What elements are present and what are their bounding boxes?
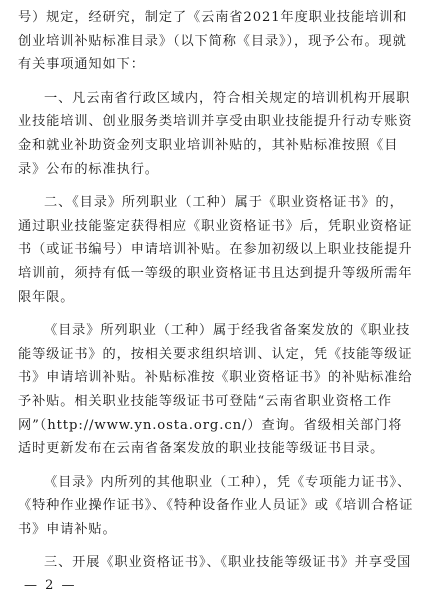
text-line: 号）规定，经研究，制定了《云南省2021年度职业技能培训和 — [18, 10, 408, 25]
text-line: 业技能培训、创业服务类培训并享受由职业技能提升行动专账资 — [18, 114, 413, 130]
text-line: 书》申请补贴。 — [18, 521, 117, 537]
text-line: 《特种作业操作证书》、《特种设备作业人员证》或《培训合格证 — [18, 498, 414, 514]
text-line: 网”（http://www.yn.osta.org.cn/）查询。省级相关部门将 — [18, 417, 403, 433]
paragraph-gap — [18, 181, 408, 191]
text-line: 三、开展《职业资格证书》、《职业技能等级证书》并享受国 — [44, 555, 412, 571]
text-line: 限年限。 — [18, 289, 75, 305]
paragraph-gap — [18, 77, 408, 87]
paragraph-gap — [18, 541, 408, 551]
text-line: 通过职业技能鉴定获得相应《职业资格证书》后，凭职业资格证 — [18, 218, 413, 234]
text-line: 予补贴。相关职业技能等级证书可登陆“云南省职业资格工作 — [18, 393, 392, 409]
text-line: 录》公布的标准执行。 — [18, 161, 159, 177]
text-line: 培训前，须持有低一等级的职业资格证书且达到提升等级所需年 — [18, 265, 413, 281]
text-line: 二、《目录》所列职业（工种）属于《职业资格证书》的， — [44, 195, 404, 211]
text-line: 有关事项通知如下： — [18, 57, 145, 73]
text-line: 能等级证书》的，按相关要求组织培训、认定，凭《技能等级证 — [18, 346, 413, 362]
paragraph-gap — [18, 461, 408, 471]
document-body — [18, 6, 414, 575]
page-number: — 2 — — [24, 578, 77, 593]
text-line: 书（或证书编号）申请培训补贴。在参加初级以上职业技能提升 — [18, 242, 413, 258]
text-line: 《目录》所列职业（工种）属于经我省备案发放的《职业技 — [44, 323, 411, 339]
paragraph-gap — [18, 309, 408, 319]
text-line: 金和就业补助资金列支职业培训补贴的，其补贴标准按照《目 — [18, 137, 399, 153]
text-line: 《目录》内所列的其他职业（工种），凭《专项能力证书》、 — [44, 474, 412, 490]
text-line: 书》申请培训补贴。补贴标准按《职业资格证书》的补贴标准给 — [18, 370, 413, 386]
text-line: 一、凡云南省行政区域内，符合相关规定的培训机构开展职 — [44, 90, 411, 106]
text-line: 创业培训补贴标准目录》（以下简称《目录》），现予公布。现就 — [18, 33, 407, 49]
text-line: 适时更新发布在云南省备案发放的职业技能等级证书目录。 — [18, 441, 385, 457]
